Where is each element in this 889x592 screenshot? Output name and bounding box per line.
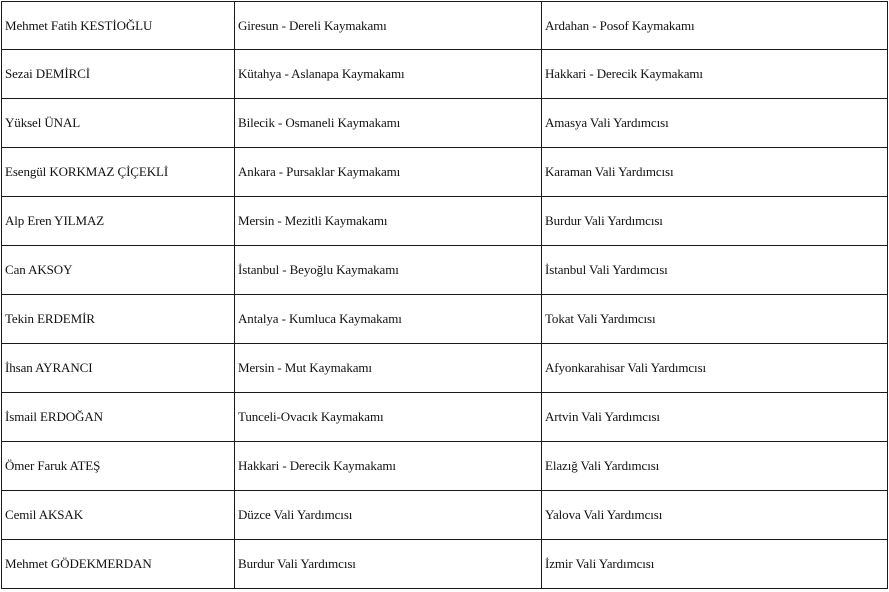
new-post-cell: Hakkari - Derecik Kaymakamı xyxy=(542,50,888,99)
person-name-cell: İhsan AYRANCI xyxy=(2,344,235,393)
person-name-cell: Esengül KORKMAZ ÇİÇEKLİ xyxy=(2,148,235,197)
current-post-cell: Antalya - Kumluca Kaymakamı xyxy=(235,295,542,344)
table-row xyxy=(2,197,888,246)
person-name-cell: Yüksel ÜNAL xyxy=(2,99,235,148)
table-row xyxy=(2,344,888,393)
new-post-cell: Elazığ Vali Yardımcısı xyxy=(542,442,888,491)
table-row xyxy=(2,99,888,148)
table-row xyxy=(2,540,888,589)
current-post-cell: Mersin - Mut Kaymakamı xyxy=(235,344,542,393)
current-post-cell: Burdur Vali Yardımcısı xyxy=(235,540,542,589)
new-post-cell: İzmir Vali Yardımcısı xyxy=(542,540,888,589)
current-post-cell: Hakkari - Derecik Kaymakamı xyxy=(235,442,542,491)
table-row xyxy=(2,491,888,540)
current-post-cell: Ankara - Pursaklar Kaymakamı xyxy=(235,148,542,197)
person-name-cell: İsmail ERDOĞAN xyxy=(2,393,235,442)
current-post-cell: Bilecik - Osmaneli Kaymakamı xyxy=(235,99,542,148)
table-row xyxy=(2,246,888,295)
table-row xyxy=(2,50,888,99)
person-name-cell: Can AKSOY xyxy=(2,246,235,295)
appointment-table xyxy=(1,1,888,589)
new-post-cell: Afyonkarahisar Vali Yardımcısı xyxy=(542,344,888,393)
current-post-cell: Mersin - Mezitli Kaymakamı xyxy=(235,197,542,246)
person-name-cell: Mehmet GÖDEKMERDAN xyxy=(2,540,235,589)
table-row xyxy=(2,148,888,197)
new-post-cell: Yalova Vali Yardımcısı xyxy=(542,491,888,540)
table-row xyxy=(2,393,888,442)
person-name-cell: Ömer Faruk ATEŞ xyxy=(2,442,235,491)
current-post-cell: Giresun - Dereli Kaymakamı xyxy=(235,2,542,50)
person-name-cell: Mehmet Fatih KESTİOĞLU xyxy=(2,2,235,50)
person-name-cell: Alp Eren YILMAZ xyxy=(2,197,235,246)
person-name-cell: Cemil AKSAK xyxy=(2,491,235,540)
table-row xyxy=(2,2,888,50)
table-row xyxy=(2,295,888,344)
new-post-cell: Amasya Vali Yardımcısı xyxy=(542,99,888,148)
person-name-cell: Sezai DEMİRCİ xyxy=(2,50,235,99)
table-row xyxy=(2,442,888,491)
new-post-cell: Artvin Vali Yardımcısı xyxy=(542,393,888,442)
new-post-cell: Tokat Vali Yardımcısı xyxy=(542,295,888,344)
new-post-cell: Burdur Vali Yardımcısı xyxy=(542,197,888,246)
new-post-cell: Ardahan - Posof Kaymakamı xyxy=(542,2,888,50)
new-post-cell: Karaman Vali Yardımcısı xyxy=(542,148,888,197)
current-post-cell: Düzce Vali Yardımcısı xyxy=(235,491,542,540)
current-post-cell: İstanbul - Beyoğlu Kaymakamı xyxy=(235,246,542,295)
current-post-cell: Tunceli-Ovacık Kaymakamı xyxy=(235,393,542,442)
new-post-cell: İstanbul Vali Yardımcısı xyxy=(542,246,888,295)
current-post-cell: Kütahya - Aslanapa Kaymakamı xyxy=(235,50,542,99)
person-name-cell: Tekin ERDEMİR xyxy=(2,295,235,344)
